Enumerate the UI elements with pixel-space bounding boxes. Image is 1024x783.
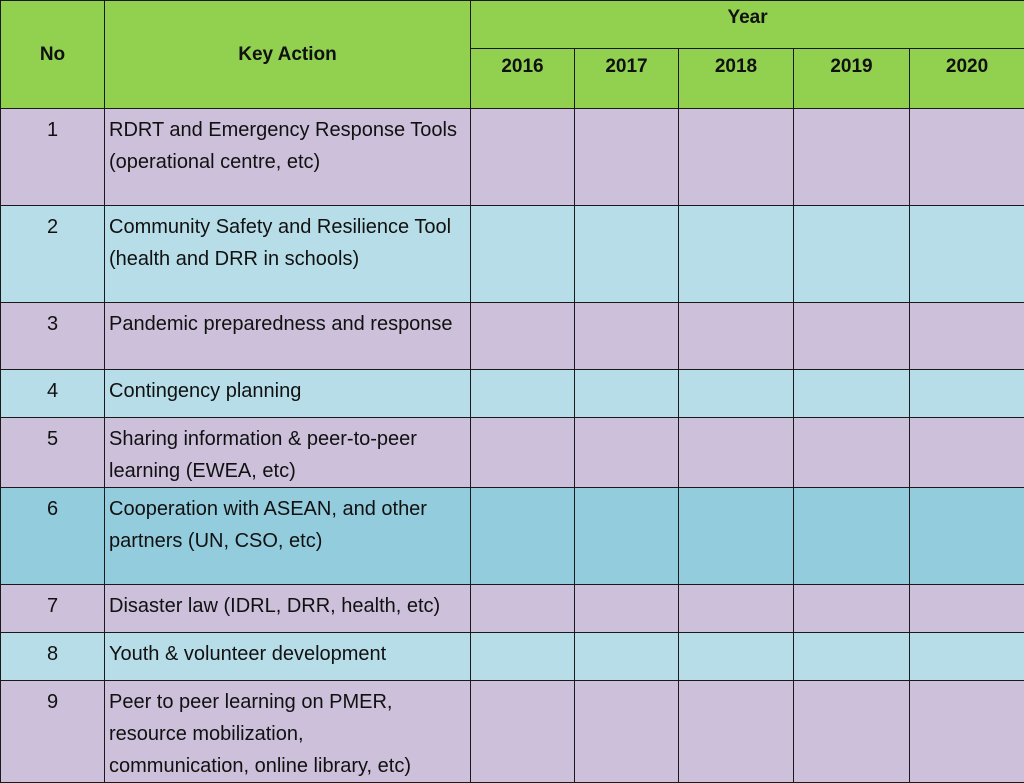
year-cell — [471, 633, 575, 681]
year-cell — [910, 370, 1024, 418]
year-cell — [794, 303, 910, 370]
year-cell — [471, 109, 575, 206]
row-number: 5 — [1, 418, 105, 488]
year-cell — [794, 633, 910, 681]
year-cell — [910, 206, 1024, 303]
year-cell — [794, 681, 910, 783]
action-line: Cooperation with ASEAN, and other — [109, 498, 427, 520]
year-cell — [575, 370, 679, 418]
action-line: RDRT and Emergency Response Tools — [109, 119, 457, 141]
year-cell — [575, 303, 679, 370]
year-cell — [575, 681, 679, 783]
action-line: Peer to peer learning on PMER, — [109, 691, 393, 713]
action-line: partners (UN, CSO, etc) — [109, 530, 322, 552]
year-cell — [575, 418, 679, 488]
action-line: (operational centre, etc) — [109, 151, 320, 173]
table-row — [1, 418, 1024, 488]
row-number: 3 — [1, 303, 105, 370]
row-action — [105, 488, 471, 585]
header-year-2019: 2019 — [794, 49, 910, 109]
row-action — [105, 585, 471, 633]
row-number: 4 — [1, 370, 105, 418]
row-action — [105, 109, 471, 206]
year-cell — [471, 303, 575, 370]
table-row — [1, 303, 1024, 370]
year-cell — [679, 488, 794, 585]
header-key-action: Key Action — [105, 1, 471, 109]
year-cell — [910, 303, 1024, 370]
year-cell — [679, 633, 794, 681]
table-row — [1, 370, 1024, 418]
table-row — [1, 633, 1024, 681]
action-line: (health and DRR in schools) — [109, 248, 359, 270]
header-no: No — [1, 1, 105, 109]
year-cell — [910, 109, 1024, 206]
year-cell — [794, 370, 910, 418]
row-action — [105, 303, 471, 370]
year-cell — [575, 585, 679, 633]
header-year-2020: 2020 — [910, 49, 1024, 109]
row-action — [105, 370, 471, 418]
action-line: Disaster law (IDRL, DRR, health, etc) — [109, 595, 440, 617]
row-action — [105, 681, 471, 783]
year-cell — [679, 303, 794, 370]
row-action — [105, 633, 471, 681]
action-line: Youth & volunteer development — [109, 643, 386, 665]
year-cell — [794, 109, 910, 206]
year-cell — [575, 109, 679, 206]
year-cell — [910, 633, 1024, 681]
year-cell — [910, 681, 1024, 783]
year-cell — [794, 585, 910, 633]
row-number: 6 — [1, 488, 105, 585]
table-row — [1, 488, 1024, 585]
year-cell — [679, 370, 794, 418]
header-year: Year — [471, 1, 1024, 49]
year-cell — [679, 585, 794, 633]
table-row — [1, 681, 1024, 783]
action-line: resource mobilization, — [109, 723, 304, 745]
year-cell — [910, 418, 1024, 488]
year-cell — [679, 418, 794, 488]
year-cell — [679, 681, 794, 783]
row-number: 2 — [1, 206, 105, 303]
action-line: Contingency planning — [109, 380, 301, 402]
row-number: 9 — [1, 681, 105, 783]
header-year-2018: 2018 — [679, 49, 794, 109]
action-line: learning (EWEA, etc) — [109, 460, 296, 482]
year-cell — [471, 418, 575, 488]
table-row — [1, 585, 1024, 633]
row-number: 8 — [1, 633, 105, 681]
year-cell — [471, 206, 575, 303]
year-cell — [910, 488, 1024, 585]
header-year-2016: 2016 — [471, 49, 575, 109]
action-line: Sharing information & peer-to-peer — [109, 428, 417, 450]
action-line: Pandemic preparedness and response — [109, 313, 453, 335]
year-cell — [575, 206, 679, 303]
table-row — [1, 206, 1024, 303]
year-cell — [471, 585, 575, 633]
year-cell — [471, 488, 575, 585]
year-cell — [794, 488, 910, 585]
year-cell — [679, 206, 794, 303]
year-cell — [679, 109, 794, 206]
action-line: Community Safety and Resilience Tool — [109, 216, 451, 238]
header-year-2017: 2017 — [575, 49, 679, 109]
row-action — [105, 206, 471, 303]
row-action — [105, 418, 471, 488]
year-cell — [471, 370, 575, 418]
year-cell — [471, 681, 575, 783]
action-line: communication, online library, etc) — [109, 755, 411, 777]
year-cell — [794, 206, 910, 303]
row-number: 7 — [1, 585, 105, 633]
year-cell — [575, 633, 679, 681]
year-cell — [910, 585, 1024, 633]
row-number: 1 — [1, 109, 105, 206]
year-cell — [794, 418, 910, 488]
table-row — [1, 109, 1024, 206]
year-cell — [575, 488, 679, 585]
